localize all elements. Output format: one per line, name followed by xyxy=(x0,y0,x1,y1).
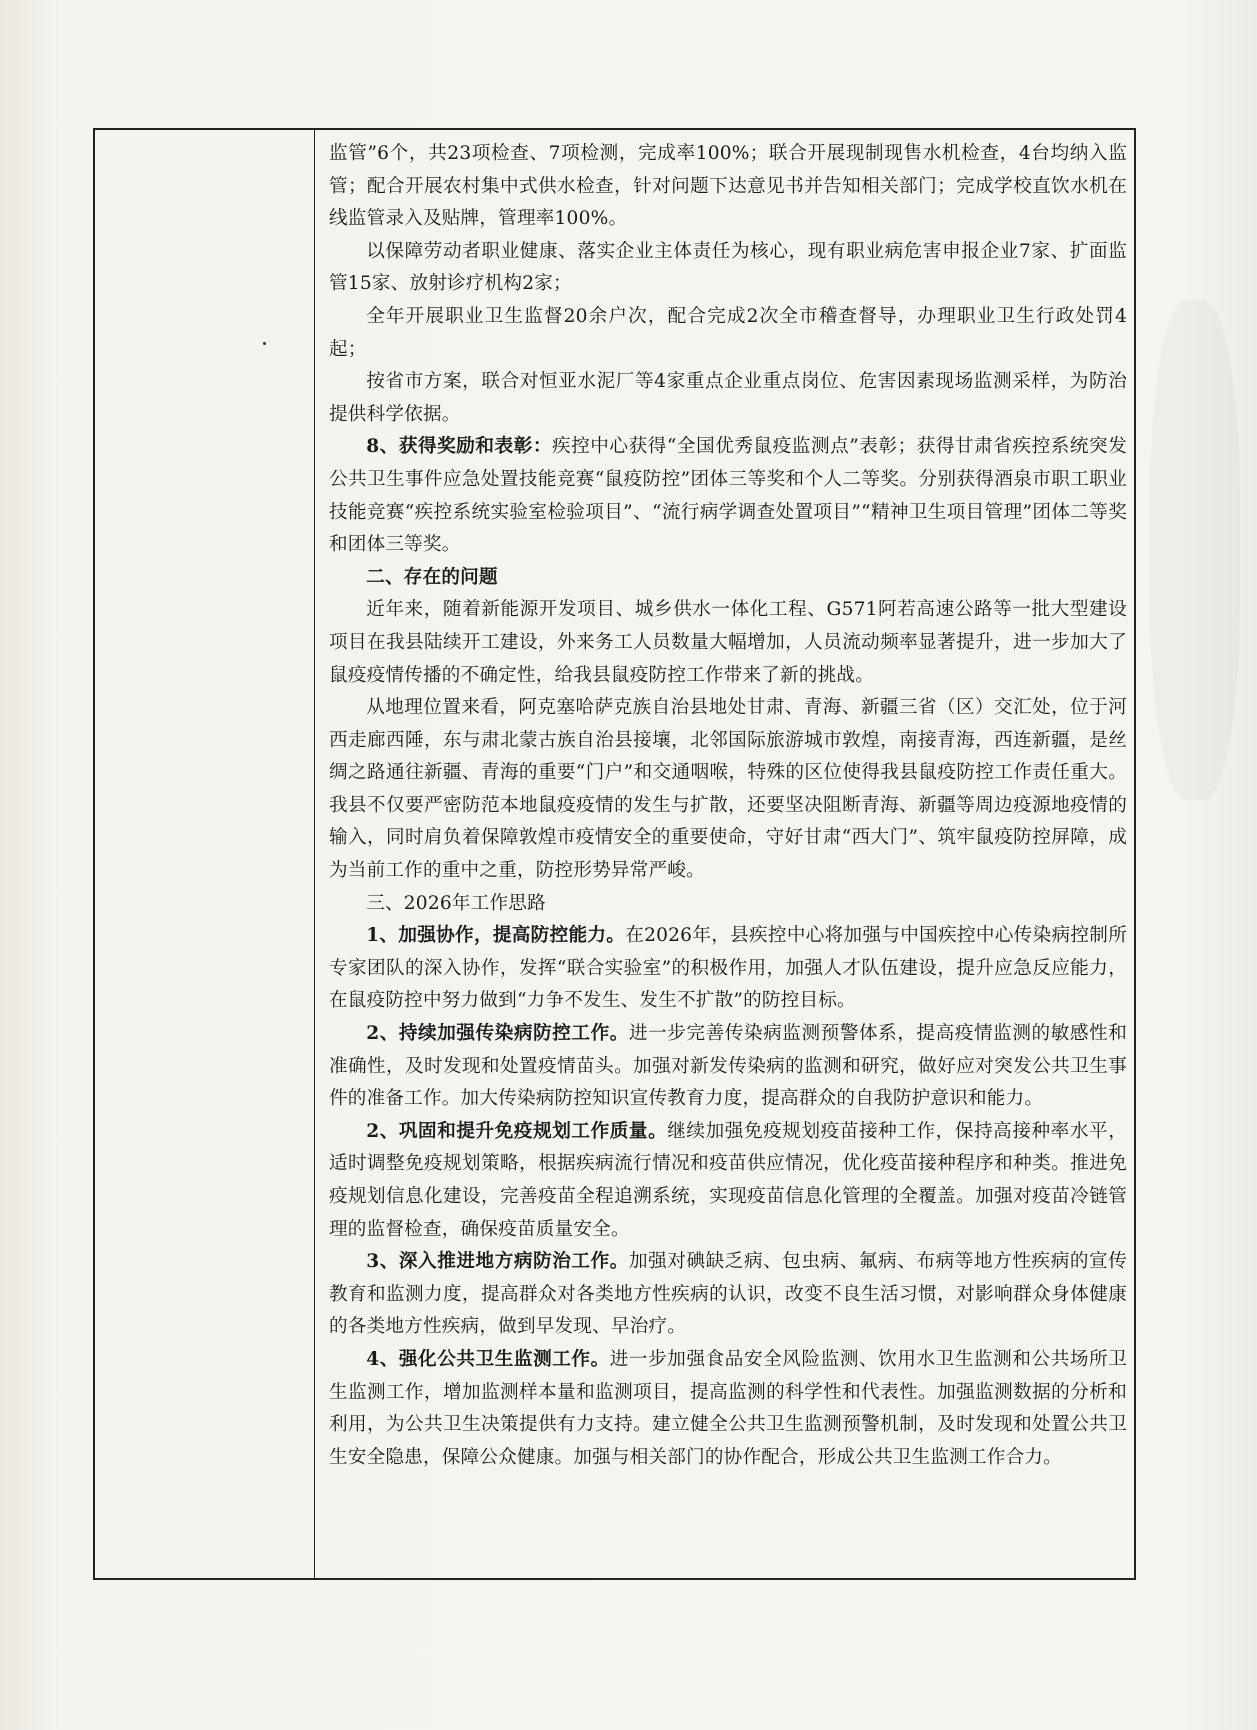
paragraph: 8、获得奖励和表彰：疾控中心获得“全国优秀鼠疫监测点”表彰；获得甘肃省疾控系统突发公共卫生事件应急处置技能竞赛“鼠疫防控”团体三等奖和个人二等奖。分别获得酒泉市职工职业技能竞赛“疾控系统实验室检验项目”、“流行病学调查处置项目”“精神卫生项目管理”团体二等奖和团体三等奖。 xyxy=(329,436,1127,556)
item-heading: 2、持续加强传染病防控工作。 xyxy=(366,1023,629,1045)
paragraph: 3、深入推进地方病防治工作。加强对碘缺乏病、包虫病、氟病、布病等地方性疾病的宣传教育和监测力度，提高群众对各类地方性疾病的认识，改变不良生活习惯，对影响群众身体健康的各类地方性疾病，做到早发现、早治疗。 xyxy=(329,1251,1128,1338)
table-label-column xyxy=(95,130,315,1578)
section-heading: 三、2026年工作思路 xyxy=(366,892,546,914)
item-heading: 2、巩固和提升免疫规划工作质量。 xyxy=(366,1120,668,1142)
paragraph: 以保障劳动者职业健康、落实企业主体责任为核心，现有职业病危害申报企业7家、扩面监管15家、放射诊疗机构2家； xyxy=(329,240,1127,295)
paragraph: 全年开展职业卫生监督20余户次，配合完成2次全市稽查督导，办理职业卫生行政处罚4起； xyxy=(329,305,1127,360)
paragraph: 按省市方案，联合对恒亚水泥厂等4家重点企业重点岗位、危害因素现场监测采样，为防治提供科学依据。 xyxy=(329,371,1127,425)
paragraph: 近年来，随着新能源开发项目、城乡供水一体化工程、G571阿若高速公路等一批大型建设项目在我县陆续开工建设，外来务工人员数量大幅增加，人员流动频率显著提升，进一步加大了鼠疫疫情传播的不确定性，给我县鼠疫防控工作带来了新的挑战。 xyxy=(329,599,1127,686)
paragraph: 2、持续加强传染病防控工作。进一步完善传染病监测预警体系，提高疫情监测的敏感性和准确性，及时发现和处置疫情苗头。加强对新发传染病的监测和研究，做好应对突发公共卫生事件的准备工作。加大传染病防控知识宣传教育力度，提高群众的自我防护意识和能力。 xyxy=(329,1023,1128,1110)
paragraph: 1、加强协作，提高防控能力。在2026年，县疾控中心将加强与中国疾控中心传染病控制所专家团队的深入协作，发挥“联合实验室”的积极作用，加强人才队伍建设，提升应急反应能力，在鼠疫防控中努力做到“力争不发生、发生不扩散”的防控目标。 xyxy=(329,925,1127,1012)
paragraph: 2、巩固和提升免疫规划工作质量。继续加强免疫规划疫苗接种工作，保持高接种率水平，适时调整免疫规划策略，根据疾病流行情况和疫苗供应情况，优化疫苗接种程序和种类。推进免疫规划信息化建设，完善疫苗全程追溯系统，实现疫苗信息化管理的全覆盖。加强对疫苗冷链管理的监督检查，确保疫苗质量安全。 xyxy=(329,1120,1127,1240)
item-heading: 8、获得奖励和表彰： xyxy=(366,436,552,458)
paragraph: 监管”6个，共23项检查、7项检测，完成率100%；联合开展现制现售水机检查，4台均纳入监管；配合开展农村集中式供水检查，针对问题下达意见书并告知相关部门；完成学校直饮水机在线监管录入及贴牌，管理率100%。 xyxy=(329,143,1127,230)
item-heading: 3、深入推进地方病防治工作。 xyxy=(366,1251,629,1273)
table-content-cell xyxy=(329,138,1127,1474)
item-heading: 4、强化公共卫生监测工作。 xyxy=(366,1348,610,1370)
scan-bleed-through xyxy=(1150,300,1240,800)
item-heading: 1、加强协作，提高防控能力。 xyxy=(366,925,626,947)
paragraph: 从地理位置来看，阿克塞哈萨克族自治县地处甘肃、青海、新疆三省（区）交汇处，位于河西走廊西陲，东与肃北蒙古族自治县接壤，北邻国际旅游城市敦煌，南接青海，西连新疆，是丝绸之路通往新疆、青海的重要“门户”和交通咽喉，特殊的区位使得我县鼠疫防控工作责任重大。我县不仅要严密防范本地鼠疫疫情的发生与扩散，还要坚决阻断青海、新疆等周边疫源地疫情的输入，同时肩负着保障敦煌市疫情安全的重要使命，守好甘肃“西大门”、筑牢鼠疫防控屏障，成为当前工作的重中之重，防控形势异常严峻。 xyxy=(329,697,1127,882)
form-table xyxy=(93,128,1136,1580)
scan-speck xyxy=(263,342,266,345)
section-heading: 二、存在的问题 xyxy=(366,566,498,588)
paragraph: 4、强化公共卫生监测工作。进一步加强食品安全风险监测、饮用水卫生监测和公共场所卫生监测工作，增加监测样本量和监测项目，提高监测的科学性和代表性。加强监测数据的分析和利用，为公共卫生决策提供有力支持。建立健全公共卫生监测预警机制，及时发现和处置公共卫生安全隐患，保障公众健康。加强与相关部门的协作配合，形成公共卫生监测工作合力。 xyxy=(329,1348,1128,1468)
